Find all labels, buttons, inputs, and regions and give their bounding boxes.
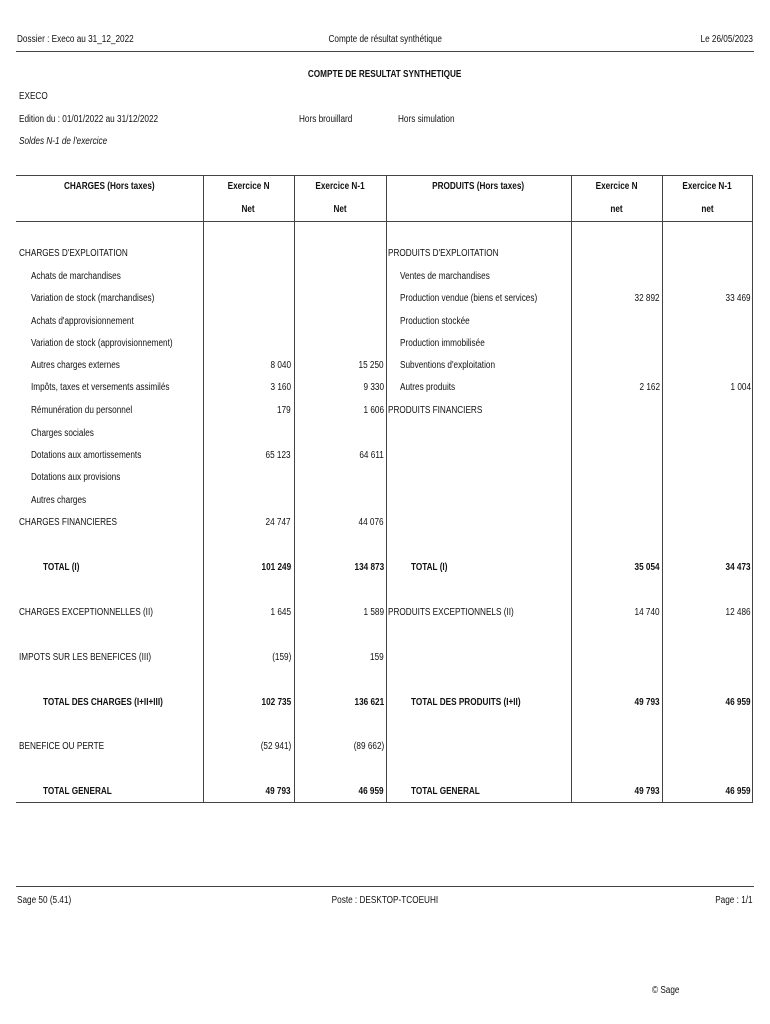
- produit-label: Ventes de marchandises: [400, 271, 490, 282]
- charge-label: IMPOTS SUR LES BENEFICES (III): [19, 652, 152, 663]
- charge-exercice-n: [205, 316, 291, 327]
- charge-exercice-n1: [296, 316, 384, 327]
- charge-exercice-n: 3 160: [270, 382, 291, 393]
- produit-exercice-n1: 12 486: [725, 607, 751, 618]
- produit-exercice-n: [573, 248, 660, 259]
- charge-label: Autres charges: [31, 495, 87, 506]
- charge-label: Charges sociales: [31, 428, 94, 439]
- produit-exercice-n: 49 793: [634, 786, 660, 797]
- produit-exercice-n: 2 162: [639, 382, 660, 393]
- produit-exercice-n: [573, 741, 660, 752]
- charge-exercice-n: [205, 428, 291, 439]
- col-header-produits: PRODUITS (Hors taxes): [432, 181, 525, 192]
- charge-exercice-n1: [296, 428, 384, 439]
- produit-exercice-n: [573, 316, 660, 327]
- footer-page: Page : 1/1: [715, 895, 753, 906]
- charge-exercice-n: [205, 472, 291, 483]
- produit-exercice-n1: 1 004: [730, 382, 751, 393]
- produit-label: TOTAL GENERAL: [411, 786, 480, 797]
- produit-exercice-n1: [664, 472, 751, 483]
- charge-exercice-n1: 46 959: [358, 786, 384, 797]
- col-divider: [571, 175, 572, 803]
- charge-label: Impôts, taxes et versements assimilés: [31, 382, 170, 393]
- produit-exercice-n: [573, 517, 660, 528]
- charge-label: BENEFICE OU PERTE: [19, 741, 105, 752]
- charge-exercice-n1: [296, 472, 384, 483]
- produit-label: [388, 517, 568, 528]
- col-header-exercice-n: Exercice N: [227, 181, 270, 192]
- table-bottom-border: [16, 802, 753, 803]
- footer-rule: [16, 886, 754, 887]
- produit-exercice-n1: [664, 405, 751, 416]
- charge-exercice-n1: [296, 248, 384, 259]
- header-rule: [16, 51, 754, 52]
- col-divider: [752, 175, 753, 803]
- produit-exercice-n: [573, 472, 660, 483]
- table-header-border: [16, 221, 753, 222]
- charge-exercice-n1: 1 589: [363, 607, 384, 618]
- footer-copyright: © Sage: [652, 985, 680, 996]
- col-header-produits-n: Exercice N: [595, 181, 638, 192]
- footer-software: Sage 50 (5.41): [17, 895, 72, 906]
- charge-label: TOTAL GENERAL: [43, 786, 112, 797]
- charge-exercice-n1: 159: [370, 652, 384, 663]
- produit-label: PRODUITS D'EXPLOITATION: [388, 248, 499, 259]
- produit-label: Production immobilisée: [400, 338, 485, 349]
- charge-exercice-n: 101 249: [261, 562, 291, 573]
- produit-exercice-n: [573, 338, 660, 349]
- charge-exercice-n1: 64 611: [359, 450, 384, 461]
- produit-exercice-n1: [664, 652, 751, 663]
- charge-exercice-n: (52 941): [260, 741, 291, 752]
- charge-label: Dotations aux provisions: [31, 472, 121, 483]
- produit-label: Subventions d'exploitation: [400, 360, 496, 371]
- charge-exercice-n1: [296, 495, 384, 506]
- charge-label: TOTAL DES CHARGES (I+II+III): [43, 697, 163, 708]
- produit-exercice-n: [573, 495, 660, 506]
- col-divider: [203, 175, 204, 803]
- header-date: Le 26/05/2023: [700, 34, 753, 45]
- charge-exercice-n: [205, 248, 291, 259]
- charge-label: Dotations aux amortissements: [31, 450, 142, 461]
- charge-exercice-n1: [296, 338, 384, 349]
- charge-label: Variation de stock (marchandises): [31, 293, 155, 304]
- produit-exercice-n: [573, 271, 660, 282]
- col-header-produits-n-sub: net: [610, 204, 623, 215]
- charge-exercice-n1: 134 873: [354, 562, 384, 573]
- charge-exercice-n1: 9 330: [363, 382, 384, 393]
- produit-label: PRODUITS EXCEPTIONNELS (II): [388, 607, 514, 618]
- charge-exercice-n1: 1 606: [363, 405, 384, 416]
- table-top-border: [16, 175, 753, 176]
- produit-exercice-n: 49 793: [634, 697, 660, 708]
- charge-exercice-n1: [296, 293, 384, 304]
- charge-exercice-n1: [296, 271, 384, 282]
- produit-label: Autres produits: [400, 382, 456, 393]
- header-title: Compte de résultat synthétique: [328, 34, 442, 45]
- col-header-exercice-n1-sub: Net: [333, 204, 347, 215]
- charge-exercice-n: [205, 293, 291, 304]
- produit-label: TOTAL DES PRODUITS (I+II): [411, 697, 521, 708]
- charge-label: CHARGES D'EXPLOITATION: [19, 248, 128, 259]
- produit-exercice-n1: [664, 495, 751, 506]
- edition-period: Edition du : 01/01/2022 au 31/12/2022: [19, 114, 159, 125]
- produit-exercice-n: 35 054: [634, 562, 660, 573]
- col-divider: [294, 175, 295, 803]
- produit-exercice-n: [573, 405, 660, 416]
- produit-exercice-n1: [664, 428, 751, 439]
- charge-label: TOTAL (I): [43, 562, 80, 573]
- header-dossier: Dossier : Execo au 31_12_2022: [17, 34, 134, 45]
- produit-label: [388, 428, 568, 439]
- produit-exercice-n1: [664, 316, 751, 327]
- charge-label: CHARGES EXCEPTIONNELLES (II): [19, 607, 153, 618]
- produit-exercice-n1: 34 473: [725, 562, 751, 573]
- charge-exercice-n1: (89 662): [353, 741, 384, 752]
- produit-exercice-n1: [664, 741, 751, 752]
- produit-label: PRODUITS FINANCIERS: [388, 405, 483, 416]
- produit-exercice-n1: 33 469: [725, 293, 751, 304]
- produit-exercice-n: 14 740: [634, 607, 660, 618]
- footer-poste: Poste : DESKTOP-TCOEUHI: [331, 895, 439, 906]
- charge-exercice-n: 179: [277, 405, 291, 416]
- charge-exercice-n1: 15 250: [358, 360, 384, 371]
- produit-label: Production vendue (biens et services): [400, 293, 538, 304]
- produit-label: [388, 472, 568, 483]
- produit-label: [388, 652, 568, 663]
- charge-label: Variation de stock (approvisionnement): [31, 338, 173, 349]
- col-header-charges: CHARGES (Hors taxes): [64, 181, 155, 192]
- charge-exercice-n: 1 645: [270, 607, 291, 618]
- charge-exercice-n1: 136 621: [354, 697, 384, 708]
- col-header-produits-n1: Exercice N-1: [682, 181, 732, 192]
- company-name: EXECO: [19, 91, 48, 102]
- produit-exercice-n1: [664, 517, 751, 528]
- produit-exercice-n1: [664, 338, 751, 349]
- charge-exercice-n: 65 123: [265, 450, 291, 461]
- produit-exercice-n1: [664, 450, 751, 461]
- col-header-exercice-n-sub: Net: [241, 204, 256, 215]
- charge-label: Achats de marchandises: [31, 271, 121, 282]
- produit-label: [388, 450, 568, 461]
- charge-label: Autres charges externes: [31, 360, 120, 371]
- hors-brouillard: Hors brouillard: [299, 114, 353, 125]
- charge-exercice-n: [205, 338, 291, 349]
- produit-label: [388, 495, 568, 506]
- produit-label: [388, 741, 568, 752]
- charge-label: Achats d'approvisionnement: [31, 316, 134, 327]
- charge-exercice-n: 102 735: [261, 697, 291, 708]
- charge-label: CHARGES FINANCIERES: [19, 517, 117, 528]
- charge-exercice-n: [205, 495, 291, 506]
- produit-exercice-n: [573, 428, 660, 439]
- charge-exercice-n: 8 040: [270, 360, 291, 371]
- charge-exercice-n: [205, 271, 291, 282]
- produit-exercice-n1: [664, 360, 751, 371]
- charge-exercice-n: (159): [271, 652, 291, 663]
- charge-label: Rémunération du personnel: [31, 405, 133, 416]
- charge-exercice-n: 49 793: [265, 786, 291, 797]
- produit-exercice-n: [573, 652, 660, 663]
- produit-exercice-n: 32 892: [634, 293, 660, 304]
- hors-simulation: Hors simulation: [398, 114, 455, 125]
- charge-exercice-n: 24 747: [265, 517, 291, 528]
- soldes-note: Soldes N-1 de l'exercice: [19, 136, 108, 147]
- produit-exercice-n1: [664, 248, 751, 259]
- report-main-title: COMPTE DE RESULTAT SYNTHETIQUE: [308, 69, 462, 80]
- col-header-exercice-n1: Exercice N-1: [315, 181, 365, 192]
- produit-exercice-n1: 46 959: [725, 786, 751, 797]
- produit-exercice-n: [573, 360, 660, 371]
- produit-exercice-n1: 46 959: [725, 697, 751, 708]
- produit-label: TOTAL (I): [411, 562, 448, 573]
- col-divider: [662, 175, 663, 803]
- col-header-produits-n1-sub: net: [700, 204, 714, 215]
- charge-exercice-n1: 44 076: [358, 517, 384, 528]
- produit-exercice-n: [573, 450, 660, 461]
- produit-label: Production stockée: [400, 316, 470, 327]
- col-divider: [386, 175, 387, 803]
- produit-exercice-n1: [664, 271, 751, 282]
